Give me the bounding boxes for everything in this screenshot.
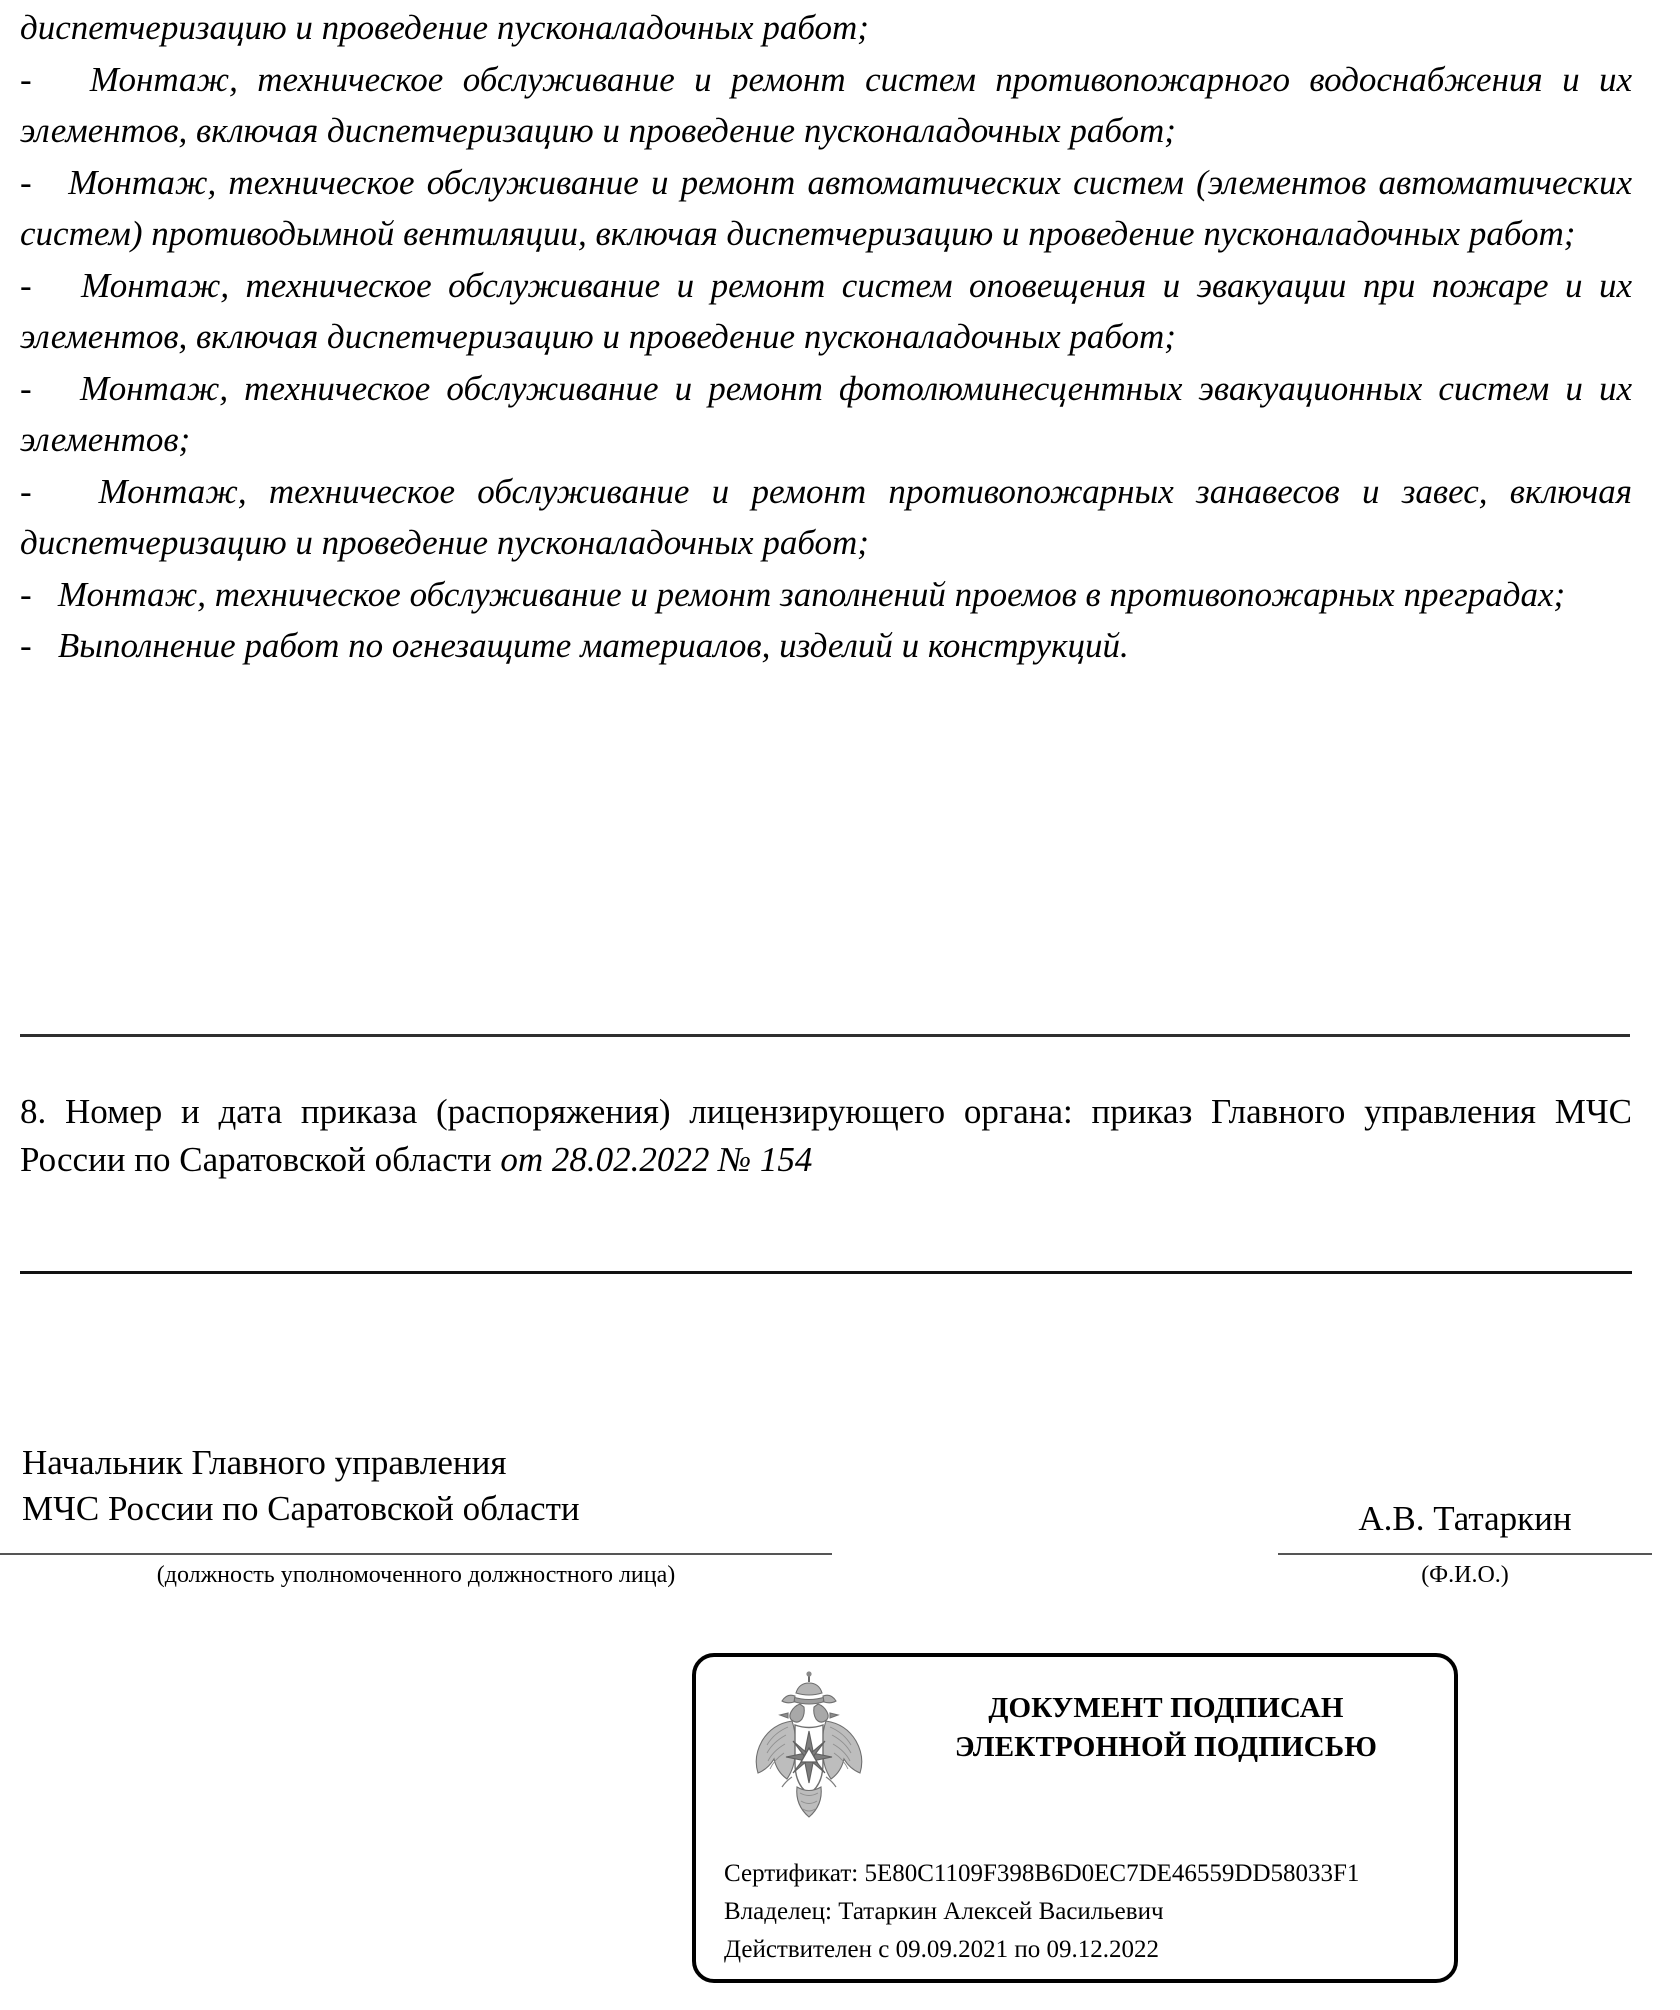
list-item-text: Монтаж, техническое обслуживание и ремонт автоматических систем (элементов автоматических систем) противодымной вентиляции, включая диспетчеризацию и проведение пусконаладочных работ; <box>20 162 1632 253</box>
signatory-position-underline <box>0 1553 832 1555</box>
section-divider-rule-top <box>20 1034 1630 1037</box>
list-item <box>20 620 1632 672</box>
list-item-text: Монтаж, техническое обслуживание и ремонт заполнений проемов в противопожарных преградах; <box>57 574 1566 614</box>
list-item <box>20 466 1632 569</box>
signatory-position <box>22 1440 832 1532</box>
list-bullet: - <box>20 626 32 665</box>
signatory-position-caption: (должность уполномоченного должностного лица) <box>156 1562 676 1588</box>
list-bullet: - <box>20 471 32 511</box>
list-item <box>20 260 1632 363</box>
list-item-text: Монтаж, техническое обслуживание и ремонт систем противопожарного водоснабжения и их элементов, включая диспетчеризацию и проведение пусконаладочных работ; <box>20 59 1632 150</box>
list-intro-continuation: диспетчеризацию и проведение пусконаладочных работ; <box>20 8 869 47</box>
list-item <box>20 569 1632 621</box>
stamp-details <box>724 1855 1444 1969</box>
signatory-name-underline <box>1278 1553 1652 1555</box>
list-item-text: Монтаж, техническое обслуживание и ремонт фотолюминесцентных эвакуационных систем и их элементов; <box>20 368 1633 459</box>
list-bullet: - <box>20 59 32 99</box>
list-item-text: Выполнение работ по огнезащите материалов, изделий и конструкций. <box>57 626 1129 665</box>
section-8-regular-text: 8. Номер и дата приказа (распоряжения) лицензирующего органа: приказ Главного управления МЧС России по Саратовской области <box>20 1092 1632 1179</box>
stamp-validity-line: Действителен с 09.09.2021 по 09.12.2022 <box>724 1936 1159 1963</box>
mchs-eagle-emblem-icon <box>744 1671 874 1836</box>
section-divider-rule-bottom <box>20 1271 1632 1274</box>
list-item <box>20 363 1632 466</box>
stamp-title <box>886 1689 1446 1767</box>
section-8-italic-text: от 28.02.2022 № 154 <box>500 1140 813 1179</box>
signatory-name: А.В. Татаркин <box>1358 1499 1572 1538</box>
signatory-position-line-2: МЧС России по Саратовской области <box>22 1489 580 1528</box>
stamp-owner-line: Владелец: Татаркин Алексей Васильевич <box>724 1898 1164 1925</box>
stamp-title-line-1: ДОКУМЕНТ ПОДПИСАН <box>988 1692 1344 1724</box>
list-item <box>20 157 1632 260</box>
electronic-signature-stamp <box>692 1653 1458 1983</box>
list-bullet: - <box>20 368 32 408</box>
licensed-activities-list <box>20 2 1632 672</box>
list-item-text: Монтаж, техническое обслуживание и ремонт систем оповещения и эвакуации при пожаре и их элементов, включая диспетчеризацию и проведение пусконаладочных работ; <box>20 265 1633 356</box>
list-item <box>20 54 1632 157</box>
signatory-position-line-1: Начальник Главного управления <box>22 1443 507 1482</box>
stamp-certificate-line: Сертификат: 5E80C1109F398B6D0EC7DE46559DD58033F1 <box>724 1860 1360 1887</box>
section-8-order-number-and-date <box>20 1088 1632 1184</box>
stamp-title-line-2: ЭЛЕКТРОННОЙ ПОДПИСЬЮ <box>954 1731 1378 1763</box>
list-bullet: - <box>20 574 32 614</box>
list-item-text: Монтаж, техническое обслуживание и ремонт противопожарных занавесов и завес, включая диспетчеризацию и проведение пусконаладочных работ; <box>20 471 1632 562</box>
signatory-name-caption: (Ф.И.О.) <box>1421 1562 1509 1588</box>
list-bullet: - <box>20 265 32 305</box>
list-bullet: - <box>20 162 32 202</box>
